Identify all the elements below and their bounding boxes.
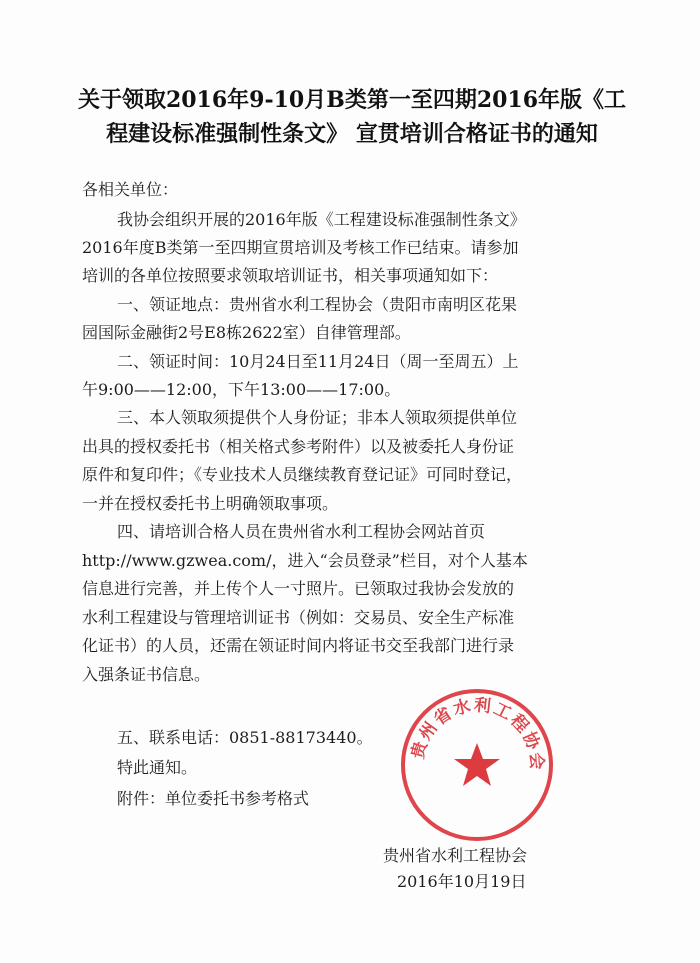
body-line: 午9:00——12:00，下午13:00——17:00。 — [82, 380, 401, 399]
star-icon — [454, 743, 500, 786]
document-title — [72, 83, 632, 151]
body-line: 二、领证时间：10月24日至11月24日（周一至周五）上 — [117, 352, 519, 371]
body-line: 化证书）的人员，还需在领证时间内将证书交至我部门进行录 — [82, 636, 515, 655]
body-line: 我协会组织开展的2016年版《工程建设标准强制性条文》 — [117, 210, 526, 229]
body-line: 出具的授权委托书（相关格式参考附件）以及被委托人身份证 — [82, 437, 515, 456]
body-line: 水利工程建设与管理培训证书（例如：交易员、安全生产标准 — [82, 608, 515, 627]
body-line: 三、本人领取须提供个人身份证；非本人领取须提供单位 — [117, 408, 518, 427]
body-line: 培训的各单位按照要求领取培训证书，相关事项通知如下： — [82, 266, 499, 285]
title-line-2: 程建设标准强制性条文》 宣贯培训合格证书的通知 — [106, 121, 598, 147]
contact-line: 五、联系电话：0851-88173440。 — [117, 728, 373, 747]
signature-date: 2016年10月19日 — [397, 872, 527, 891]
body-line: 原件和复印件；《专业技术人员继续教育登记证》可同时登记， — [82, 465, 523, 484]
body-line: 2016年度B类第一至四期宣贯培训及考核工作已结束。请参加 — [82, 238, 519, 257]
body-line: 园国际金融街2号E8栋2622室）自律管理部。 — [82, 323, 411, 342]
signature-org: 贵州省水利工程协会 — [383, 846, 528, 865]
seal-text: 贵州省水利工程协会 — [407, 695, 547, 773]
title-line-1: 关于领取2016年9-10月B类第一至四期2016年版《工 — [77, 87, 627, 113]
body-line: 一并在授权委托书上明确领取事项。 — [82, 494, 339, 513]
body-line: http://www.gzwea.com/，进入“会员登录”栏目，对个人基本 — [82, 551, 528, 570]
body-line: 信息进行完善，并上传个人一寸照片。已领取过我协会发放的 — [82, 579, 515, 598]
body-line: 四、请培训合格人员在贵州省水利工程协会网站首页 — [117, 522, 486, 541]
attachment-line: 附件：单位委托书参考格式 — [117, 789, 310, 808]
body-line: 入强条证书信息。 — [82, 665, 211, 684]
salutation: 各相关单位： — [82, 180, 179, 199]
official-seal-stamp — [397, 685, 557, 845]
body-line: 一、领证地点：贵州省水利工程协会（贵阳市南明区花果 — [117, 295, 518, 314]
closing-line: 特此通知。 — [117, 758, 198, 777]
